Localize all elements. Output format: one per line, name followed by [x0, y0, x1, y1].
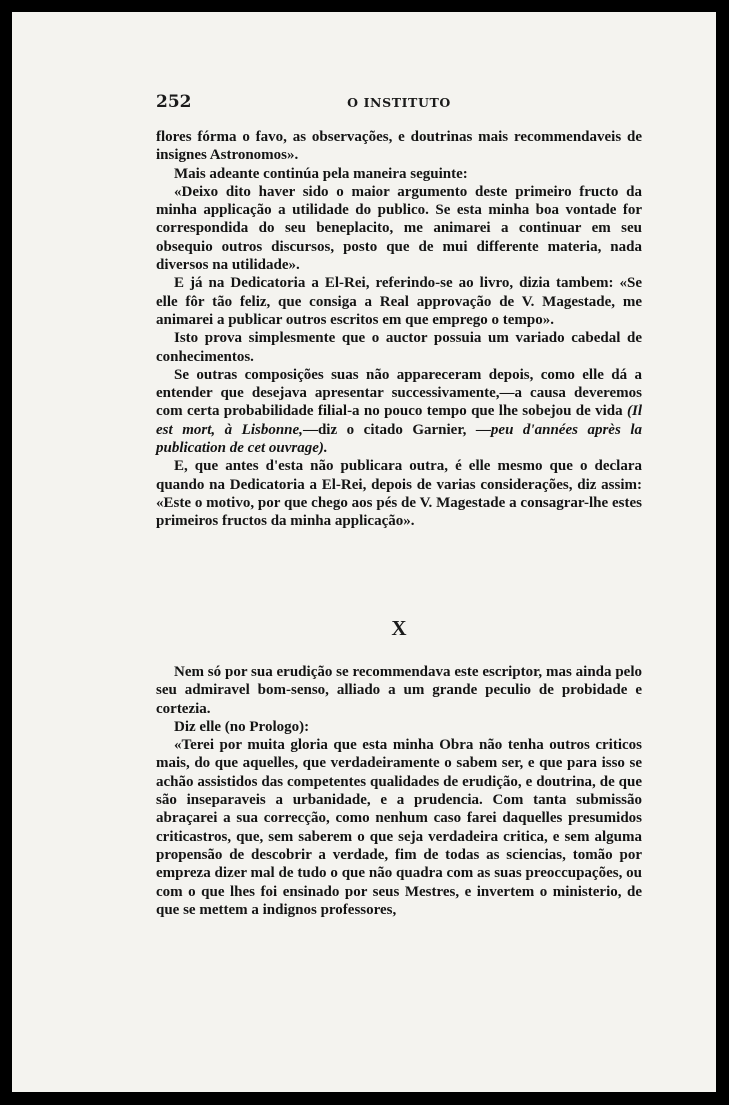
paragraph: «Deixo dito haver sido o maior argumento deste primeiro fructo da minha applicação a utilidade do publico. Se esta minha boa vontade for correspondida do seu beneplacito, me animarei a continuar em seu obsequio outros discursos, posto que de mui differente materia, nada diversos na utilidade». [156, 183, 642, 274]
page-number: 252 [156, 92, 192, 112]
running-title: O INSTITUTO [347, 95, 451, 110]
text-block-upper [156, 128, 642, 531]
section-heading: X [391, 616, 407, 640]
text-run: —diz o citado Garnier, — [302, 421, 491, 438]
paragraph: E já na Dedicatoria a El-Rei, referindo-se ao livro, dizia tambem: «Se elle fôr tão feliz, que consiga a Real approvação de V. Magestade, me animarei a publicar outros escritos em que emprego o tempo». [156, 275, 642, 328]
text-run: Se outras composições suas não appareceram depois, como elle dá a entender que desejava apresentar successivamente,—a causa deveremos com certa probabilidade filial-a no pouco tempo que lhe sobejou de vida [156, 366, 642, 420]
text-block-lower [156, 663, 642, 919]
paragraph: E, que antes d'esta não publicara outra, é elle mesmo que o declara quando na Dedicatoria a El-Rei, depois de varias considerações, diz assim: «Este o motivo, por que chego aos pés de V. Magestade a consagrar-lhe estes primeiros fructos da minha applicação». [156, 458, 642, 530]
paragraph: Mais adeante continúa pela maneira seguinte: [174, 165, 468, 182]
paragraph: Isto prova simplesmente que o auctor possuia um variado cabedal de conhecimentos. [156, 330, 642, 365]
paragraph: Diz elle (no Prologo): [174, 718, 310, 735]
italic-quote: (Il est mort, à Lisbonne, [156, 403, 642, 438]
italic-quote: peu d'années après la publication de cet ouvrage). [156, 421, 642, 457]
page-header [156, 92, 642, 114]
book-page [12, 12, 716, 1092]
paragraph: Nem só por sua erudição se recommendava este escriptor, mas ainda pelo seu admiravel bom-senso, alliado a um grande peculio de probidade e cortezia. [156, 664, 642, 717]
paragraph: «Terei por muita gloria que esta minha Obra não tenha outros criticos mais, do que aquelles, que verdadeiramente o sabem ser, e que para isso se achão assistidos das competentes qualidades de erudição, e doutrina, de que são inseparaveis a urbanidade, e a prudencia. Com tanta submissão abraçarei a sua correcção, como nenhum caso farei daquelles presumidos criticastros, que, sem saberem o que seja verdadeira critica, e sem alguma propensão de descobrir a verdade, fim de todas as sciencias, tomão por empreza dizer mal de tudo o que não quadra com as suas preoccupações, ou com o que lhes foi ensinado por seus Mestres, e invertem o ministerio, de que se mettem a indignos professores, [156, 737, 642, 918]
paragraph: flores fórma o favo, as observações, e doutrinas mais recommendaveis de insignes Astronomos». [156, 129, 642, 164]
paragraph-causa [156, 366, 642, 457]
